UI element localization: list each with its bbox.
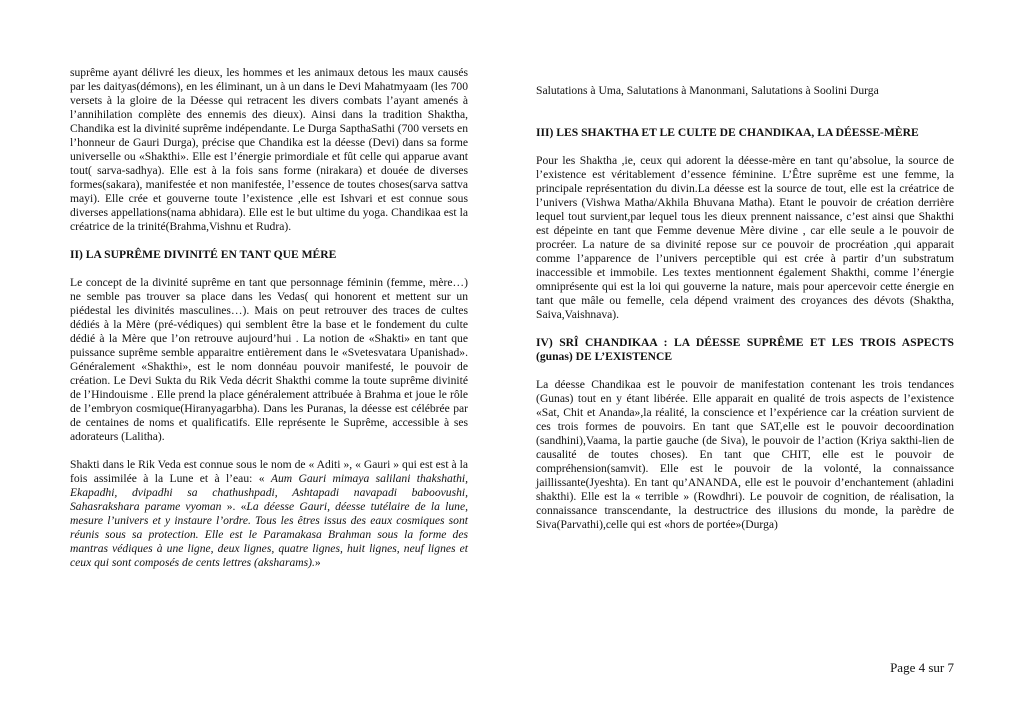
- paragraph-chandika-intro: suprême ayant délivré les dieux, les hommes et les animaux detous les maux causés par les daityas(démons), en les éliminant, un à un dans le Devi Mahatmyaam (les 700 versets à la gloire de la Déesse qui retracent les divers combats l’ayant amenés à l’annihilation complète des ennemis des dieux). Ainsi dans la tradition Shaktha, Chandika est la divinité suprême indépendante. Le Durga SapthaSathi (700 versets en l’honneur de Gauri Durga), précise que Chandika est la déesse (Devi) dans sa forme universelle ou «Shakthi». Elle est l’énergie primordiale et fût celle qui apparue avant tout( sarva-sadhya). Elle est à la fois sans forme (nirakara) et douée de diverses formes(sakara), manifestée et non manifestée, l’essence de toutes choses(sarva sattva mayi). Elle crée et gouverne toute l’existence ,elle est Ishvari et est connue sous diverses appellations(nama abhidara). Elle est le but ultime du yoga. Chandikaa est la créatrice de la trinité(Brahma,Vishnu et Rudra).: [70, 66, 468, 233]
- paragraph-shaktha: Pour les Shaktha ,ie, ceux qui adorent la déesse-mère en tant qu’absolue, la source de l’existence est véritablement d’essence féminine. L’Être suprême est une femme, la principale représentation du divin.La déesse est la source de tout, elle est la créatrice de l’univers (Vishwa Matha/Akhila Bhuvana Matha). Etant le pouvoir de création derrière lequel tout survient,par lequel tous les dieux prennent naissance, c’est ainsi que Shakthi est dépeinte en tant que Femme devenue Mère divine , car elle seule a le pouvoir de procréer. La nature de sa divinité repose sur ce pouvoir de procréation ,qui apparait comme l’apparence de l’univers perceptible qui est crée à partir d’un substratum inaccessible et immobile. Les textes mentionnent également Shakthi, comme l’énergie omniprésente qui est la loi qui gouverne la nature, mais pour apercevoir cette énergie en tant que mâle ou femelle, cela dépend vraiment des croyances des dévots (Shaktha, Saiva,Vaishnava).: [536, 154, 954, 321]
- mantra-translation: La déesse Gauri, déesse tutélaire de la lune, mesure l’univers et y instaure l’ordre. Tous les êtres issus des eaux cosmiques sont réunis sous sa protection. Elle est le Paramakasa Brahman sous la forme des mantras védiques à une ligne, deux lignes, quatre lignes, huit lignes, neuf lignes et ceux qui sont composés de cents lettres (aksharams).: [70, 500, 468, 569]
- heading-section-2: II) LA SUPRÊME DIVINITÉ EN TANT QUE MÉRE: [70, 248, 337, 261]
- heading-section-3: III) LES SHAKTHA ET LE CULTE DE CHANDIKAA, LA DÉESSE-MÈRE: [536, 126, 919, 139]
- page-number: Page 4 sur 7: [890, 660, 954, 675]
- paragraph-chandikaa-gunas: La déesse Chandikaa est le pouvoir de manifestation contenant les trois tendances (Gunas) tout en y étant libérée. Elle apparait en qualité de trois aspects de l’existence «Sat, Chit et Ananda»,la réalité, la conscience et l’expérience car la création survient de ces trois formes de pouvoirs. En tant que SAT,elle est le pouvoir decoordination (sandhini),Vaama, la partie gauche (de Siva), le pouvoir de l’action (Kriya sakthi-lien de causalité de toutes choses). En tant que CHIT, elle est le pouvoir de compréhension(samvit). Elle est le pouvoir de la volonté, la connaissance jaillissante(Jyeshta). En tant qu’ANANDA, elle est le pouvoir d’enchantement (ahladini shakthi). Elle est la « terrible » (Rowdhri). Le pouvoir de cognition, de réalisation, la connaissance transcendante, la destructrice des illusions du monde, la parèdre de Siva(Parvathi),celle qui est «hors de portée»(Durga): [536, 378, 954, 531]
- heading-section-4: IV) SRÎ CHANDIKAA : LA DÉESSE SUPRÊME ET LES TROIS ASPECTS (gunas) DE L’EXISTENCE: [536, 336, 954, 363]
- paragraph-divinite-mere: Le concept de la divinité suprême en tant que personnage féminin (femme, mère…) ne semble pas trouver sa place dans les Vedas( qui honorent et mettent sur un piédestal les divinités masculines…). Mais on peut retrouver des traces de cultes dédiés à la Mère (pré-védiques) qui semblent être la base et le fondement du culte dédié à la Mère que l’on retrouve aujourd’hui . La notion de «Shakti» en tant que puissance suprême semble apparaitre entièrement dans le «Svetesvatara Upanishad». Généralement «Shakthi», est le nom donnéau pouvoir manifesté, le pouvoir de création. Le Devi Sukta du Rik Veda décrit Shakthi comme la toute suprême divinité de l’Hindouisme . Elle prend la place généralement attribuée à Brahma et joue le rôle de l’embryon cosmique(Hiranyagarbha). Dans les Puranas, la déesse est célébrée par de centaines de noms et qualificatifs. Elle représente le Suprême, accessible à ses adorateurs (Lalitha).: [70, 276, 468, 443]
- right-column: [536, 84, 954, 532]
- paragraph-salutations: Salutations à Uma, Salutations à Manonmani, Salutations à Soolini Durga: [536, 84, 879, 97]
- left-column: [70, 66, 468, 570]
- mantra-text: Aum Gauri mimaya salilani thakshathi, Ekapadhi, dvipadhi sa chathushpadi, Ashtapadi navapadi baboovushi, Sahasrakshara parame vyoman: [70, 472, 468, 513]
- paragraph-rik-veda: Shakti dans le Rik Veda est connue sous le nom de « Aditi », « Gauri » qui est est à la fois assimilée à la Lune et à l’eau: « Aum Gauri mimaya salilani thakshathi, Ekapadhi, dvipadhi sa chathushpadi, Ashtapadi navapadi baboovushi, Sahasrakshara parame vyoman ». «La déesse Gauri, déesse tutélaire de la lune, mesure l’univers et y instaure l’ordre. Tous les êtres issus des eaux cosmiques sont réunis sous sa protection. Elle est le Paramakasa Brahman sous la forme des mantras védiques à une ligne, deux lignes, quatre lignes, huit lignes, neuf lignes et ceux qui sont composés de cents lettres (aksharams).»: [70, 458, 468, 569]
